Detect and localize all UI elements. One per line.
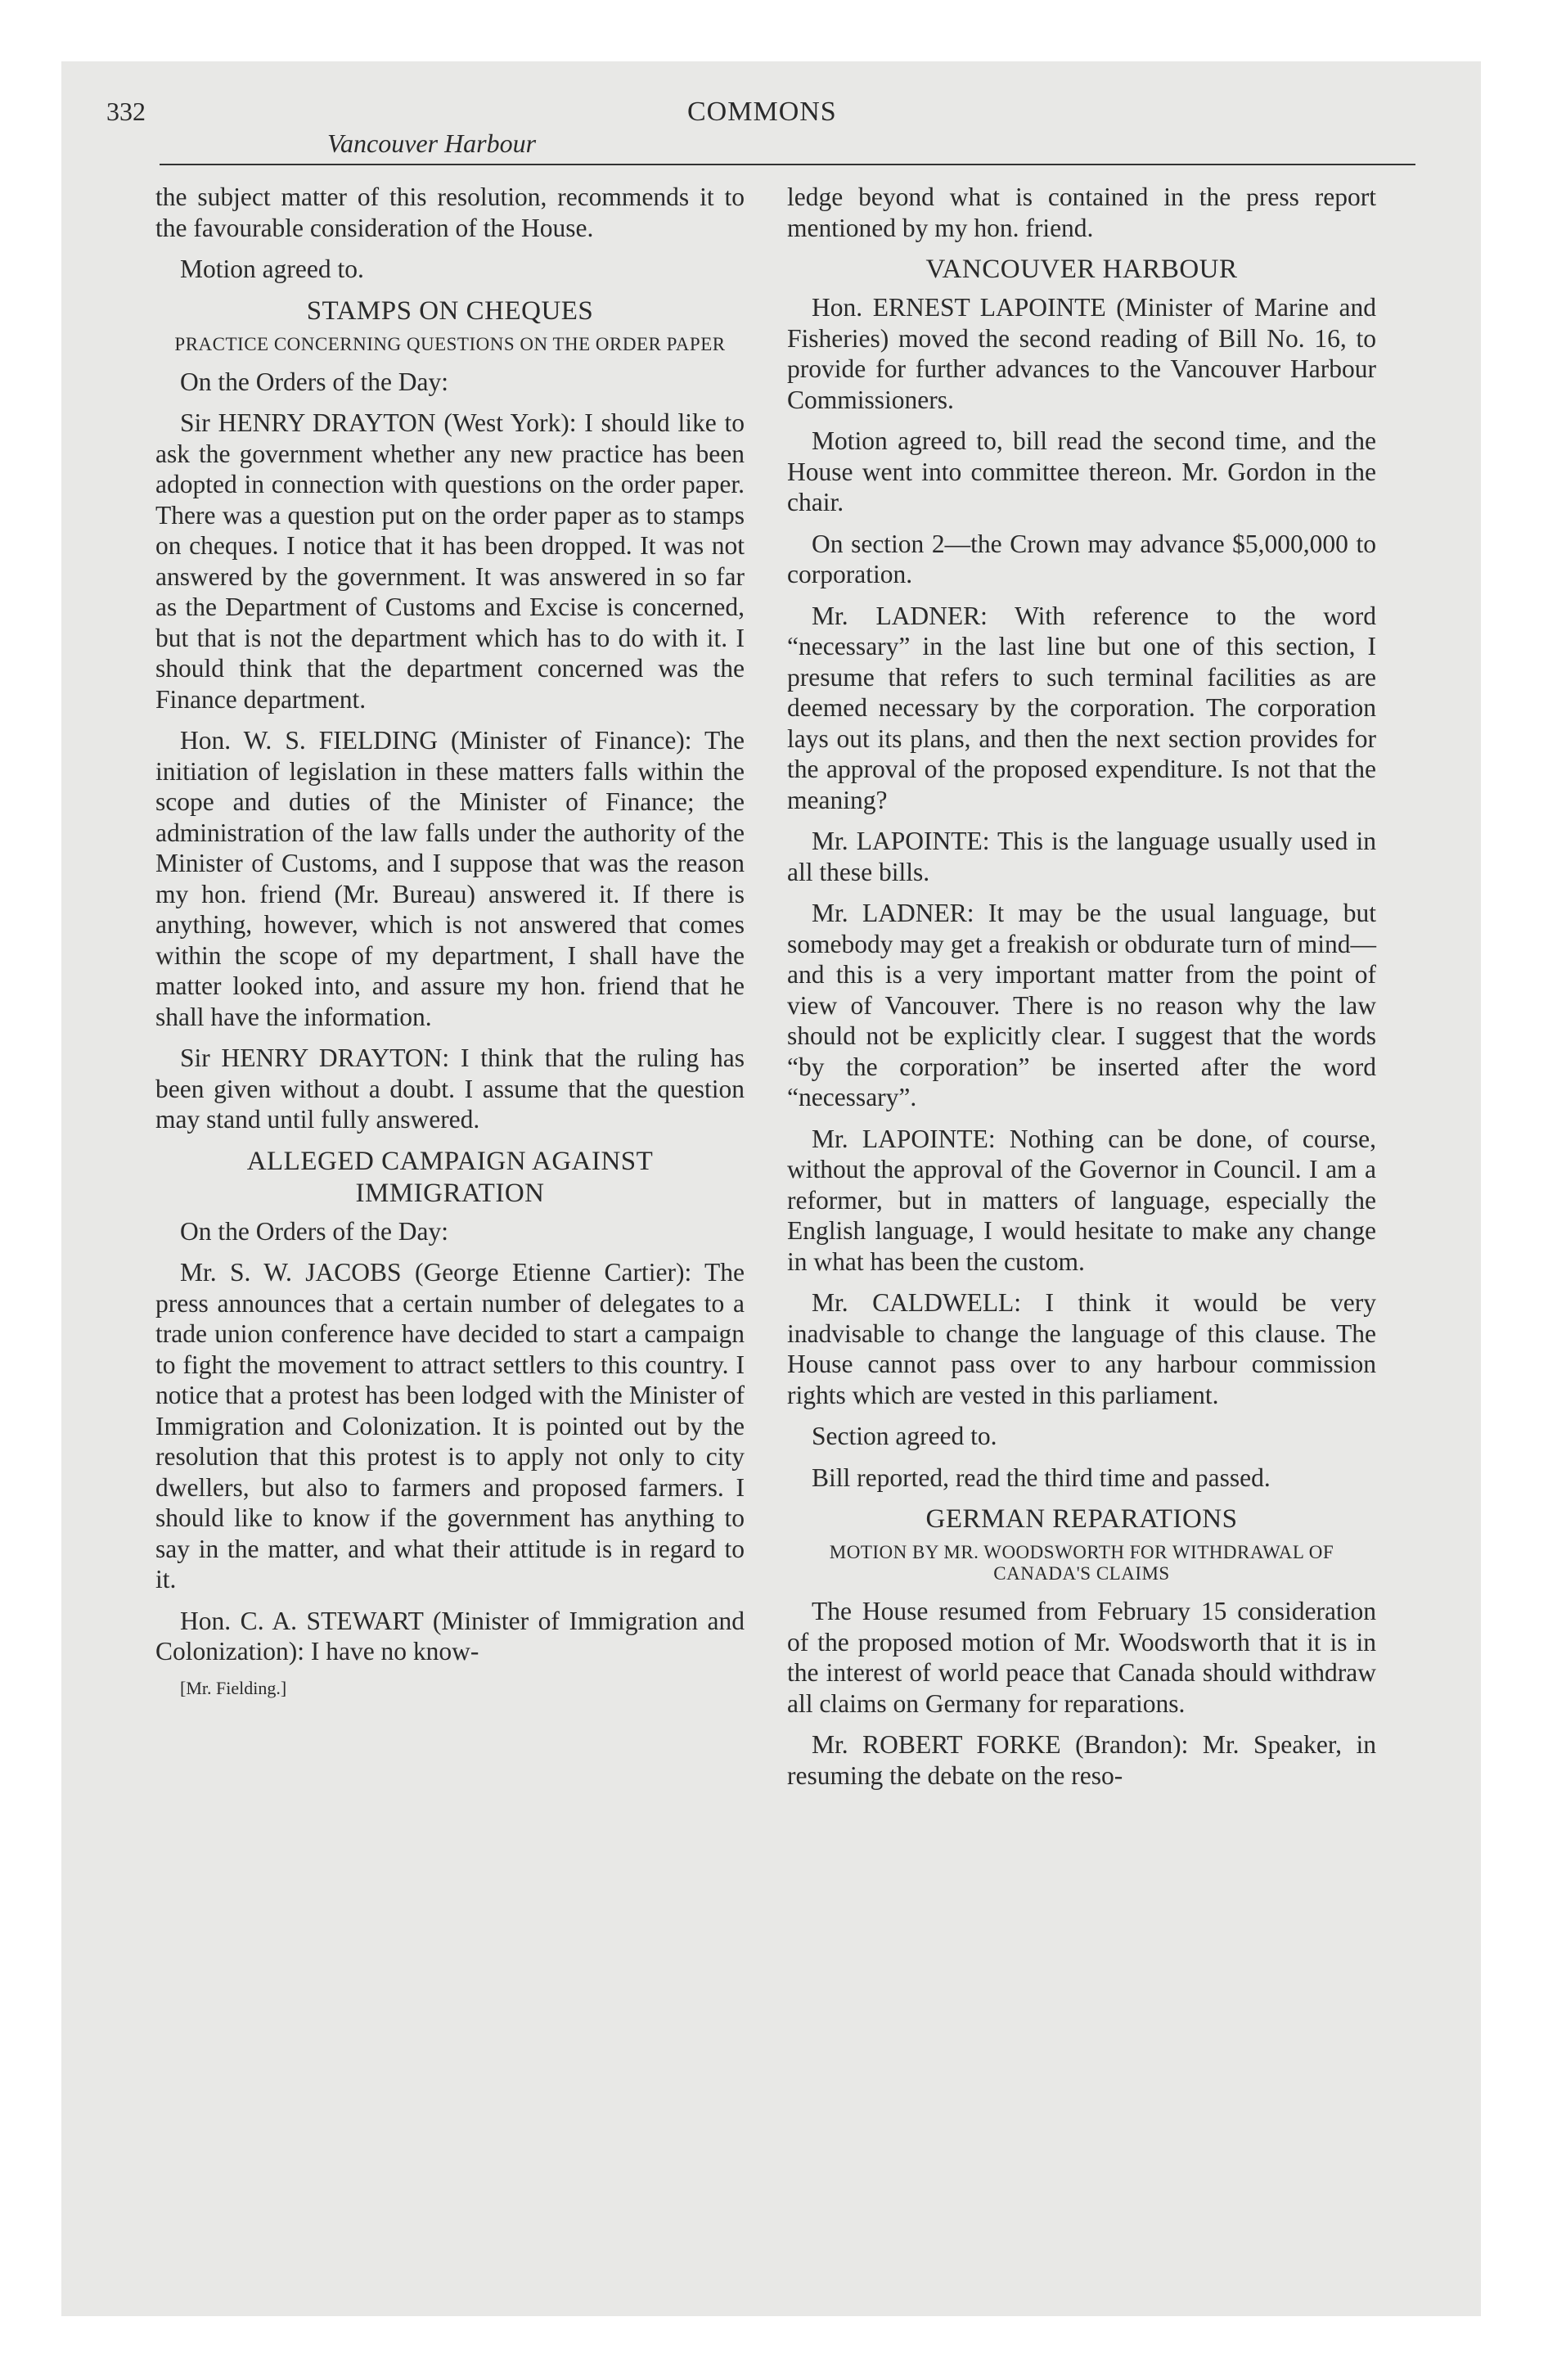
- right-column: [787, 182, 1376, 1801]
- paragraph: Motion agreed to.: [180, 255, 364, 283]
- footnote: [Mr. Fielding.]: [180, 1677, 287, 1698]
- section-subheading: PRACTICE CONCERNING QUESTIONS ON THE ORDER PAPER: [174, 333, 726, 354]
- section-subheading: MOTION BY MR. WOODSWORTH FOR WITHDRAWAL OF CANADA'S CLAIMS: [829, 1542, 1334, 1584]
- section-heading: GERMAN REPARATIONS: [925, 1504, 1238, 1534]
- paragraph: Sir HENRY DRAYTON (West York): I should like to ask the government whether any new practice has been adopted in connection with questions on the order paper. There was a question put on the order paper as to stamps on cheques. I notice that it has been dropped. It was not answered by the government. It was answered in so far as the Department of Customs and Excise is concerned, but that is not the department which has to do with it. I should think that the department concerned was the Finance department.: [155, 408, 745, 714]
- section-heading: ALLEGED CAMPAIGN AGAINST IMMIGRATION: [246, 1146, 654, 1208]
- paragraph: the subject matter of this resolution, recommends it to the favourable consideration of the House.: [155, 183, 745, 242]
- left-column: [155, 182, 745, 1710]
- paragraph: Bill reported, read the third time and passed.: [812, 1463, 1271, 1492]
- section-heading: STAMPS ON CHEQUES: [306, 295, 594, 326]
- page-title: COMMONS: [687, 97, 837, 127]
- paragraph: Section agreed to.: [812, 1422, 997, 1450]
- page-number: 332: [106, 97, 146, 126]
- paragraph: Sir HENRY DRAYTON: I think that the ruling has been given without a doubt. I assume that the question may stand until fully answered.: [155, 1044, 745, 1134]
- paragraph: Mr. S. W. JACOBS (George Etienne Cartier): The press announces that a certain number of delegates to a trade union conference have decided to start a campaign to fight the movement to attract settlers to this country. I notice that a protest has been lodged with the Minister of Immigration and Colonization. It is pointed out by the resolution that this protest is to apply not only to city dwellers, but also to farmers and proposed farmers. I should like to know if the government has anything to say in the matter, and what their attitude is in regard to it.: [155, 1258, 745, 1593]
- paragraph: Mr. ROBERT FORKE (Brandon): Mr. Speaker, in resuming the debate on the reso-: [787, 1730, 1376, 1790]
- paragraph: On section 2—the Crown may advance $5,000,000 to corporation.: [787, 529, 1376, 588]
- paragraph: Mr. LADNER: It may be the usual language, but somebody may get a freakish or obdurate turn of mind—and this is a very important matter from the point of view of Vancouver. There is no reason why the law should not be explicitly clear. I suggest that the words “by the corporation” be inserted after the word “necessary”.: [787, 899, 1376, 1111]
- paragraph: Hon. W. S. FIELDING (Minister of Finance): The initiation of legislation in these matters falls within the scope and duties of the Minister of Finance; the administration of the law falls under the authority of the Minister of Customs, and I suppose that was the reason my hon. friend (Mr. Bureau) answered it. If there is anything, however, which is not answered that comes within the scope of my department, I shall have the matter looked into, and assure my hon. friend that he shall have the information.: [155, 726, 745, 1031]
- header-rule: [160, 164, 1415, 165]
- paragraph: Mr. LAPOINTE: This is the language usually used in all these bills.: [787, 827, 1376, 886]
- paragraph: The House resumed from February 15 consideration of the proposed motion of Mr. Woodsworth that it is in the interest of world peace that Canada should withdraw all claims on Germany for reparations.: [787, 1597, 1376, 1718]
- paragraph: Hon. ERNEST LAPOINTE (Minister of Marine and Fisheries) moved the second reading of Bill No. 16, to provide for further advances to the Vancouver Harbour Commissioners.: [787, 293, 1376, 414]
- paragraph: Mr. LAPOINTE: Nothing can be done, of course, without the approval of the Governor in Council. I am a reformer, but in matters of language, especially the English language, I would hesitate to make any change in what has been the custom.: [787, 1124, 1376, 1276]
- page-subtitle: Vancouver Harbour: [327, 128, 537, 158]
- paragraph: On the Orders of the Day:: [180, 1216, 449, 1246]
- paragraph: Mr. LADNER: With reference to the word “necessary” in the last line but one of this section, I presume that refers to such terminal facilities as are deemed necessary by the corporation. The corporation lays out its plans, and then the next section provides for the approval of the proposed expenditure. Is not that the meaning?: [787, 601, 1376, 814]
- paragraph: Mr. CALDWELL: I think it would be very inadvisable to change the language of this clause. The House cannot pass over to any harbour commission rights which are vested in this parliament.: [787, 1288, 1376, 1409]
- section-heading: VANCOUVER HARBOUR: [925, 255, 1238, 284]
- paragraph: ledge beyond what is contained in the press report mentioned by my hon. friend.: [787, 183, 1376, 242]
- paragraph: On the Orders of the Day:: [180, 367, 449, 396]
- paragraph: Motion agreed to, bill read the second time, and the House went into committee thereon. Mr. Gordon in the chair.: [787, 426, 1376, 516]
- paragraph: Hon. C. A. STEWART (Minister of Immigration and Colonization): I have no know-: [155, 1606, 745, 1666]
